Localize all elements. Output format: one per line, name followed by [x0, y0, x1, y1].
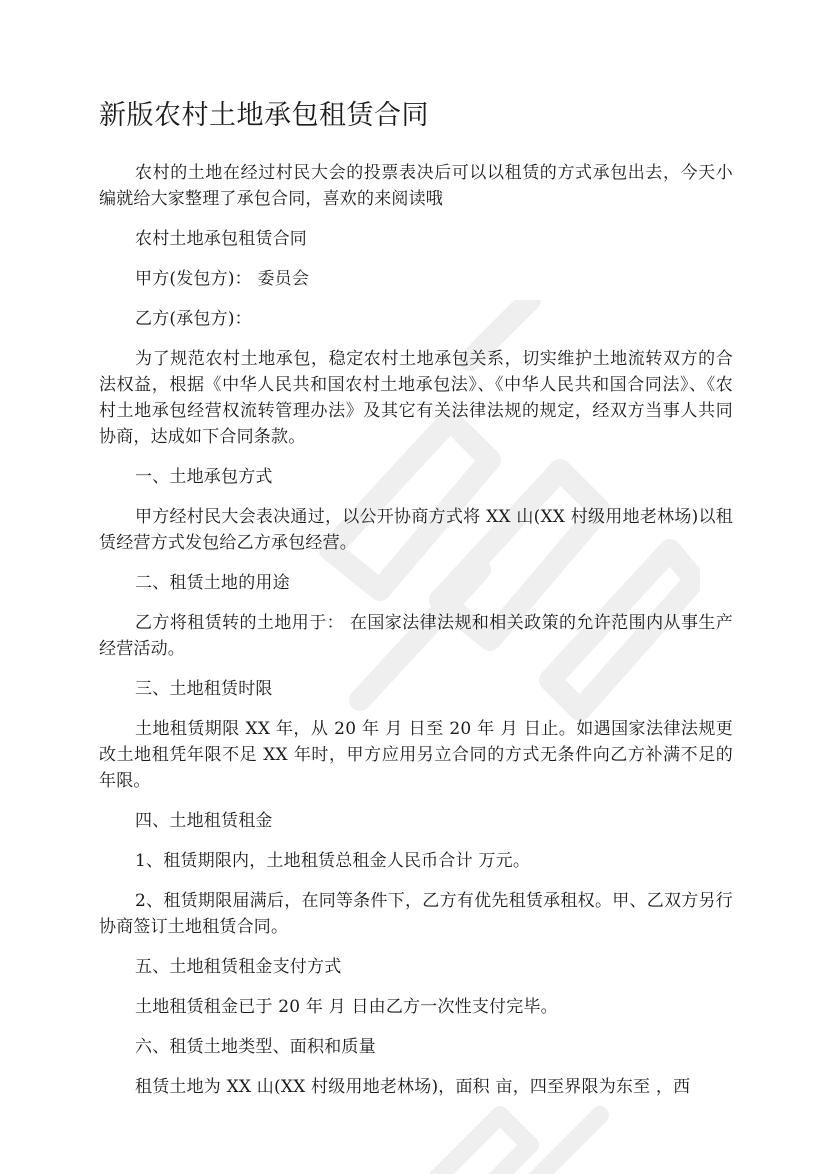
section-2-heading: 二、租赁土地的用途 — [135, 573, 290, 593]
section-3-heading: 三、土地租赁时限 — [135, 679, 273, 699]
section-3-body: 土地租赁期限 XX 年，从 20 年 月 日至 20 年 月 日止。如遇国家法律法规更改土地租凭年限不足 XX 年时，甲方应用另立合同的方式无条件向乙方补满不足的年限。 — [99, 719, 733, 791]
section-4-heading: 四、土地租赁租金 — [135, 811, 273, 831]
section-1-body: 甲方经村民大会表决通过，以公开协商方式将 XX 山(XX 村级用地老林场)以租赁经营方式发包给乙方承包经营。 — [99, 507, 733, 553]
intro-paragraph: 农村的土地在经过村民大会的投票表决后可以以租赁的方式承包出去，今天小编就给大家整理了承包合同，喜欢的来阅读哦 — [99, 163, 733, 209]
section-1-heading: 一、土地承包方式 — [135, 467, 273, 487]
contract-name: 农村土地承包租赁合同 — [135, 229, 307, 249]
document-body — [99, 160, 733, 1112]
section-5-heading: 五、土地租赁租金支付方式 — [135, 957, 342, 977]
section-5-body: 土地租赁租金已于 20 年 月 日由乙方一次性支付完毕。 — [135, 997, 558, 1017]
document-title: 新版农村土地承包租赁合同 — [99, 100, 429, 131]
section-4-item-2: 2、租赁期限届满后，在同等条件下，乙方有优先租赁承租权。甲、乙双方另行协商签订土地租赁合同。 — [99, 891, 733, 937]
section-6-body: 租赁土地为 XX 山(XX 村级用地老林场)，面积 亩，四至界限为东至 ，西 — [135, 1077, 691, 1097]
section-6-heading: 六、租赁土地类型、面积和质量 — [135, 1037, 376, 1057]
preamble-paragraph: 为了规范农村土地承包，稳定农村土地承包关系，切实维护土地流转双方的合法权益，根据《中华人民共和国农村土地承包法》、《中华人民共和国合同法》、《农村土地承包经营权流转管理办法》及其它有关法律法规的规定，经双方当事人共同协商，达成如下合同条款。 — [99, 349, 733, 447]
party-a-line: 甲方(发包方)： 委员会 — [135, 269, 310, 289]
section-2-body: 乙方将租赁转的土地用于： 在国家法律法规和相关政策的允许范围内从事生产经营活动。 — [99, 613, 733, 659]
party-b-line: 乙方(承包方)： — [135, 309, 252, 329]
section-4-item-1: 1、租赁期限内，土地租赁总租金人民币合计 万元。 — [135, 851, 531, 871]
